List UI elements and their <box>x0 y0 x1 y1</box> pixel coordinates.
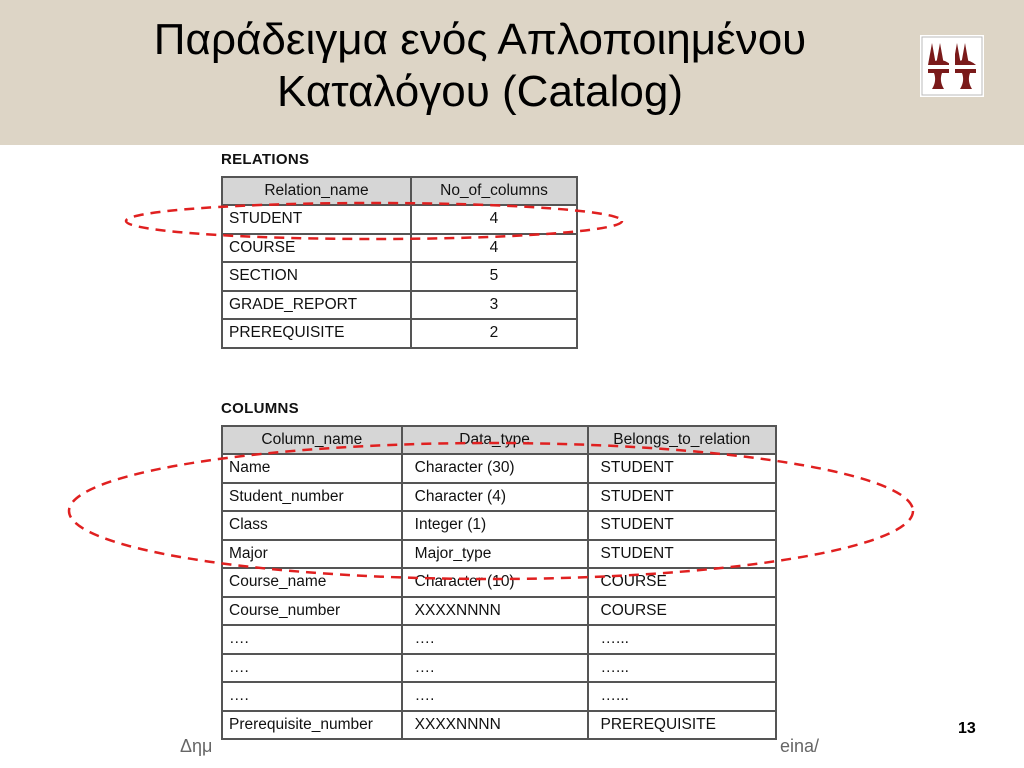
table-cell: Major <box>222 540 402 569</box>
table-cell: Name <box>222 454 402 483</box>
table-row <box>222 319 577 348</box>
table-row <box>222 625 776 654</box>
table-cell: …. <box>222 682 402 711</box>
table-row <box>222 483 776 512</box>
slide-title-line-2: Καταλόγου (Catalog) <box>277 67 683 116</box>
table-cell: STUDENT <box>588 511 776 540</box>
table-cell: Prerequisite_number <box>222 711 402 740</box>
table-cell: GRADE_REPORT <box>222 291 411 320</box>
table-cell: Class <box>222 511 402 540</box>
table-row <box>222 654 776 683</box>
table-cell: STUDENT <box>588 483 776 512</box>
table-cell: 2 <box>411 319 577 348</box>
table-cell: Character (10) <box>402 568 588 597</box>
table-header-row <box>222 177 577 205</box>
table-cell: Student_number <box>222 483 402 512</box>
table-cell: STUDENT <box>588 540 776 569</box>
table-cell: SECTION <box>222 262 411 291</box>
university-crest-icon <box>920 35 984 97</box>
table-cell: 4 <box>411 234 577 263</box>
table-row <box>222 511 776 540</box>
footer-text-left: Δημ <box>180 736 213 756</box>
relations-table <box>221 176 578 349</box>
table-row <box>222 291 577 320</box>
table-row <box>222 262 577 291</box>
table-row <box>222 711 776 740</box>
footer-text-right: eina/ <box>780 736 820 756</box>
table-cell: PREREQUISITE <box>588 711 776 740</box>
table-header-row <box>222 426 776 454</box>
table-cell: 4 <box>411 205 577 234</box>
table-cell: Course_name <box>222 568 402 597</box>
table-row <box>222 540 776 569</box>
table-cell: Integer (1) <box>402 511 588 540</box>
column-header: Column_name <box>222 426 402 454</box>
column-header: Relation_name <box>222 177 411 205</box>
table-cell: STUDENT <box>588 454 776 483</box>
table-cell: XXXXNNNN <box>402 597 588 626</box>
table-row <box>222 234 577 263</box>
columns-label: COLUMNS <box>221 400 299 417</box>
table-cell: 5 <box>411 262 577 291</box>
table-cell: Course_number <box>222 597 402 626</box>
table-cell: Major_type <box>402 540 588 569</box>
table-cell: …. <box>222 654 402 683</box>
table-cell: …. <box>222 625 402 654</box>
relations-label: RELATIONS <box>221 151 310 168</box>
table-cell: Character (4) <box>402 483 588 512</box>
slide-title-line-1: Παράδειγμα ενός Απλοποιημένου <box>153 15 807 64</box>
table-cell: COURSE <box>588 568 776 597</box>
table-cell: …... <box>588 654 776 683</box>
table-cell: STUDENT <box>222 205 411 234</box>
column-header: Data_type <box>402 426 588 454</box>
table-cell: …. <box>402 654 588 683</box>
table-cell: COURSE <box>588 597 776 626</box>
table-cell: 3 <box>411 291 577 320</box>
table-row <box>222 568 776 597</box>
table-row <box>222 682 776 711</box>
table-row <box>222 597 776 626</box>
page-number: 13 <box>958 720 976 737</box>
table-cell: PREREQUISITE <box>222 319 411 348</box>
table-row <box>222 205 577 234</box>
table-row <box>222 454 776 483</box>
table-cell: …... <box>588 625 776 654</box>
table-cell: …. <box>402 682 588 711</box>
table-cell: COURSE <box>222 234 411 263</box>
columns-table <box>221 425 777 740</box>
column-header: No_of_columns <box>411 177 577 205</box>
table-cell: …... <box>588 682 776 711</box>
table-cell: XXXXNNNN <box>402 711 588 740</box>
table-cell: Character (30) <box>402 454 588 483</box>
column-header: Belongs_to_relation <box>588 426 776 454</box>
table-cell: …. <box>402 625 588 654</box>
slide-title <box>60 14 900 118</box>
